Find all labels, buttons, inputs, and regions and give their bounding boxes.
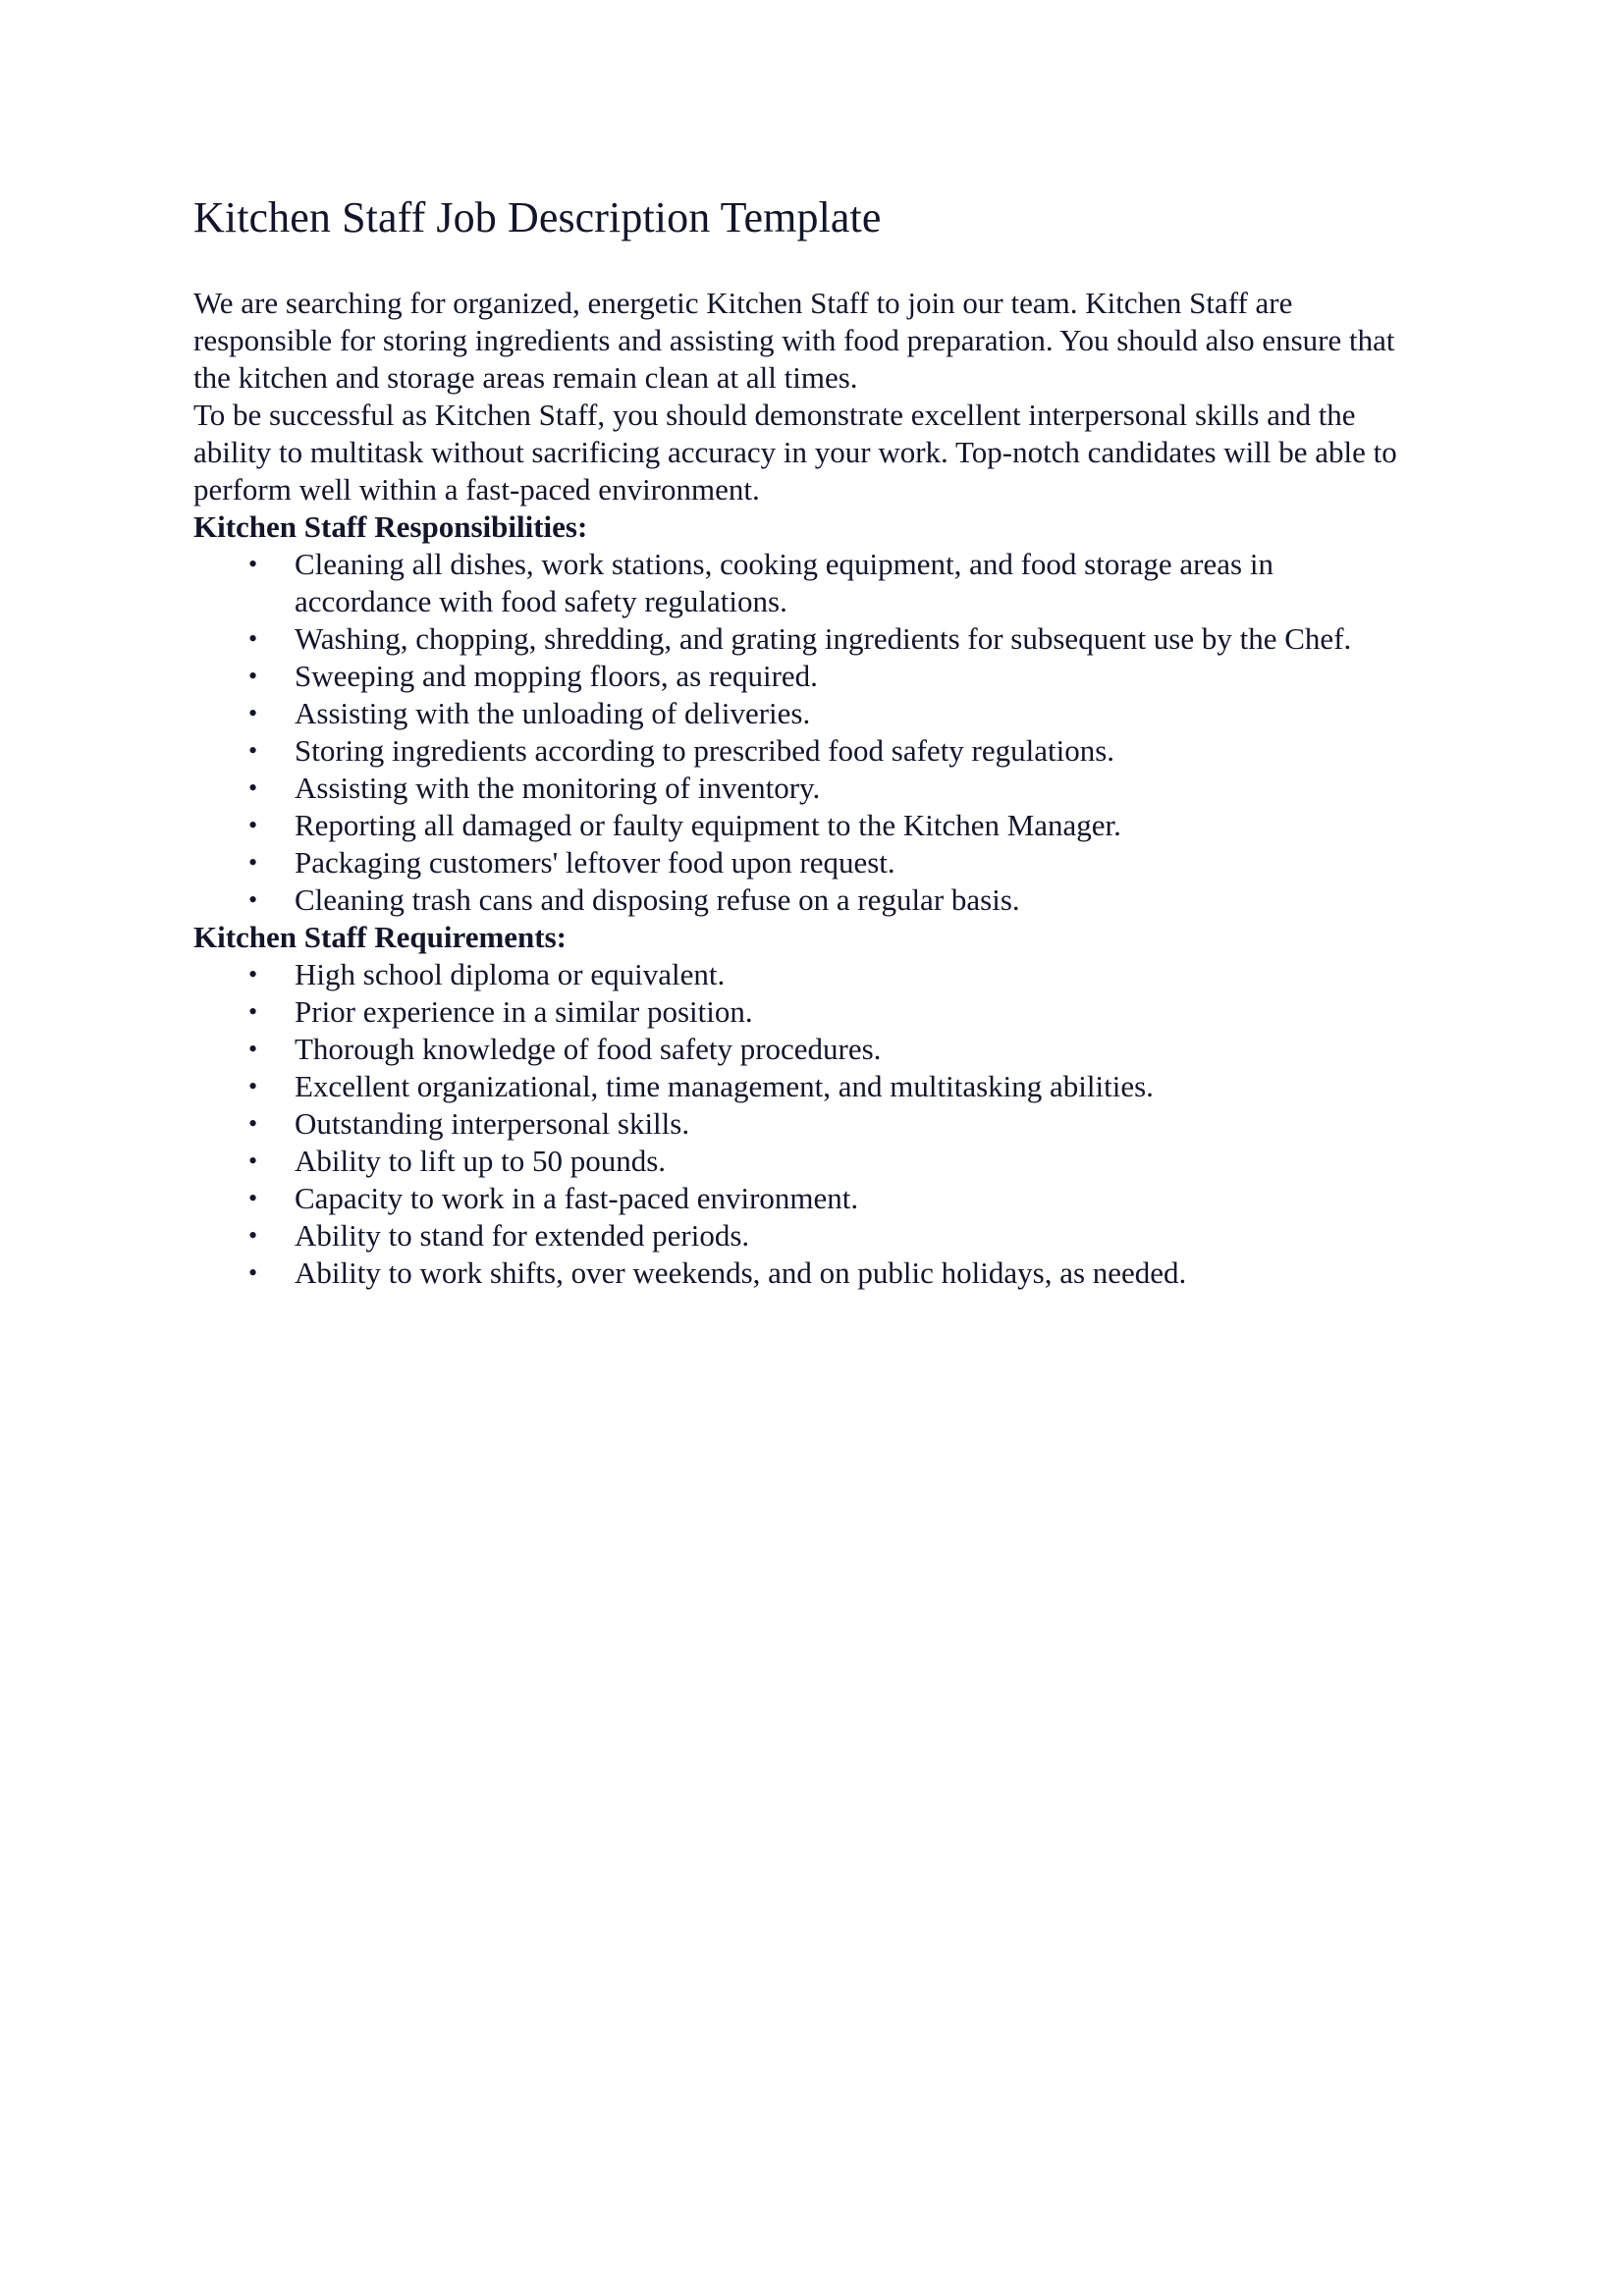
list-item-text: Packaging customers' leftover food upon request. xyxy=(295,845,895,880)
bullet-point-icon: • xyxy=(248,811,258,839)
intro-paragraphs xyxy=(193,285,1416,508)
list-item xyxy=(193,1217,1416,1255)
bullet-point-icon: • xyxy=(248,550,258,578)
bullet-point-icon: • xyxy=(248,1072,258,1100)
intro-paragraph-1: We are searching for organized, energetic Kitchen Staff to join our team. Kitchen Staff are responsible for storing ingredients and assisting with food preparation. You should also ensure that the kitchen and storage areas remain clean at all times. xyxy=(193,286,1395,395)
list-item xyxy=(193,844,1416,881)
responsibilities-list xyxy=(193,546,1416,919)
list-item xyxy=(193,1105,1416,1143)
list-item xyxy=(193,1255,1416,1292)
bullet-point-icon: • xyxy=(248,848,258,877)
list-item xyxy=(193,993,1416,1031)
bullet-point-icon: • xyxy=(248,662,258,690)
bullet-point-icon: • xyxy=(248,1221,258,1250)
list-item-text: Assisting with the monitoring of inventory. xyxy=(295,771,821,805)
bullet-point-icon: • xyxy=(248,699,258,727)
list-item xyxy=(193,732,1416,770)
bullet-point-icon: • xyxy=(248,1109,258,1138)
list-item-text: Prior experience in a similar position. xyxy=(295,994,753,1029)
list-item-text: Cleaning trash cans and disposing refuse on a regular basis. xyxy=(295,882,1020,917)
list-item-text: Excellent organizational, time management, and multitasking abilities. xyxy=(295,1069,1154,1103)
bullet-point-icon: • xyxy=(248,960,258,988)
section-heading-responsibilities: Kitchen Staff Responsibilities: xyxy=(193,509,588,544)
list-item-text: High school diploma or equivalent. xyxy=(295,957,726,991)
list-item-text: Ability to stand for extended periods. xyxy=(295,1218,750,1253)
list-item xyxy=(193,658,1416,695)
list-item-text: Ability to lift up to 50 pounds. xyxy=(295,1144,667,1178)
document-content xyxy=(193,192,1416,1292)
bullet-point-icon: • xyxy=(248,1258,258,1287)
list-item xyxy=(193,620,1416,658)
list-item xyxy=(193,1068,1416,1105)
section-responsibilities xyxy=(193,508,1416,919)
bullet-point-icon: • xyxy=(248,774,258,802)
list-item xyxy=(193,695,1416,732)
list-item-text: Ability to work shifts, over weekends, and on public holidays, as needed. xyxy=(295,1255,1187,1290)
intro-paragraph-2: To be successful as Kitchen Staff, you should demonstrate excellent interpersonal skills and the ability to multitask without sacrificing accuracy in your work. Top-notch candidates will be able to perform well within a fast-paced environment. xyxy=(193,398,1397,507)
list-item-text: Reporting all damaged or faulty equipment to the Kitchen Manager. xyxy=(295,808,1121,842)
list-item-text: Sweeping and mopping floors, as required. xyxy=(295,659,818,693)
list-item-text: Washing, chopping, shredding, and grating ingredients for subsequent use by the Chef. xyxy=(295,621,1352,656)
bullet-point-icon: • xyxy=(248,736,258,765)
list-item xyxy=(193,1031,1416,1068)
bullet-point-icon: • xyxy=(248,885,258,914)
list-item xyxy=(193,881,1416,919)
list-item-text: Cleaning all dishes, work stations, cooking equipment, and food storage areas in accordance with food safety regulations. xyxy=(295,547,1273,618)
list-item-text: Assisting with the unloading of deliveries. xyxy=(295,696,811,730)
list-item xyxy=(193,956,1416,993)
list-item xyxy=(193,546,1416,620)
bullet-point-icon: • xyxy=(248,624,258,653)
requirements-list xyxy=(193,956,1416,1292)
list-item xyxy=(193,1180,1416,1217)
list-item xyxy=(193,770,1416,807)
bullet-point-icon: • xyxy=(248,997,258,1026)
list-item-text: Thorough knowledge of food safety procedures. xyxy=(295,1032,882,1066)
list-item-text: Outstanding interpersonal skills. xyxy=(295,1106,690,1141)
list-item xyxy=(193,807,1416,844)
section-requirements xyxy=(193,919,1416,1292)
bullet-point-icon: • xyxy=(248,1184,258,1212)
list-item-text: Capacity to work in a fast-paced environment. xyxy=(295,1181,859,1215)
list-item xyxy=(193,1143,1416,1180)
bullet-point-icon: • xyxy=(248,1147,258,1175)
page-title: Kitchen Staff Job Description Template xyxy=(193,193,882,241)
list-item-text: Storing ingredients according to prescribed food safety regulations. xyxy=(295,733,1115,768)
section-heading-requirements: Kitchen Staff Requirements: xyxy=(193,920,567,954)
bullet-point-icon: • xyxy=(248,1035,258,1063)
